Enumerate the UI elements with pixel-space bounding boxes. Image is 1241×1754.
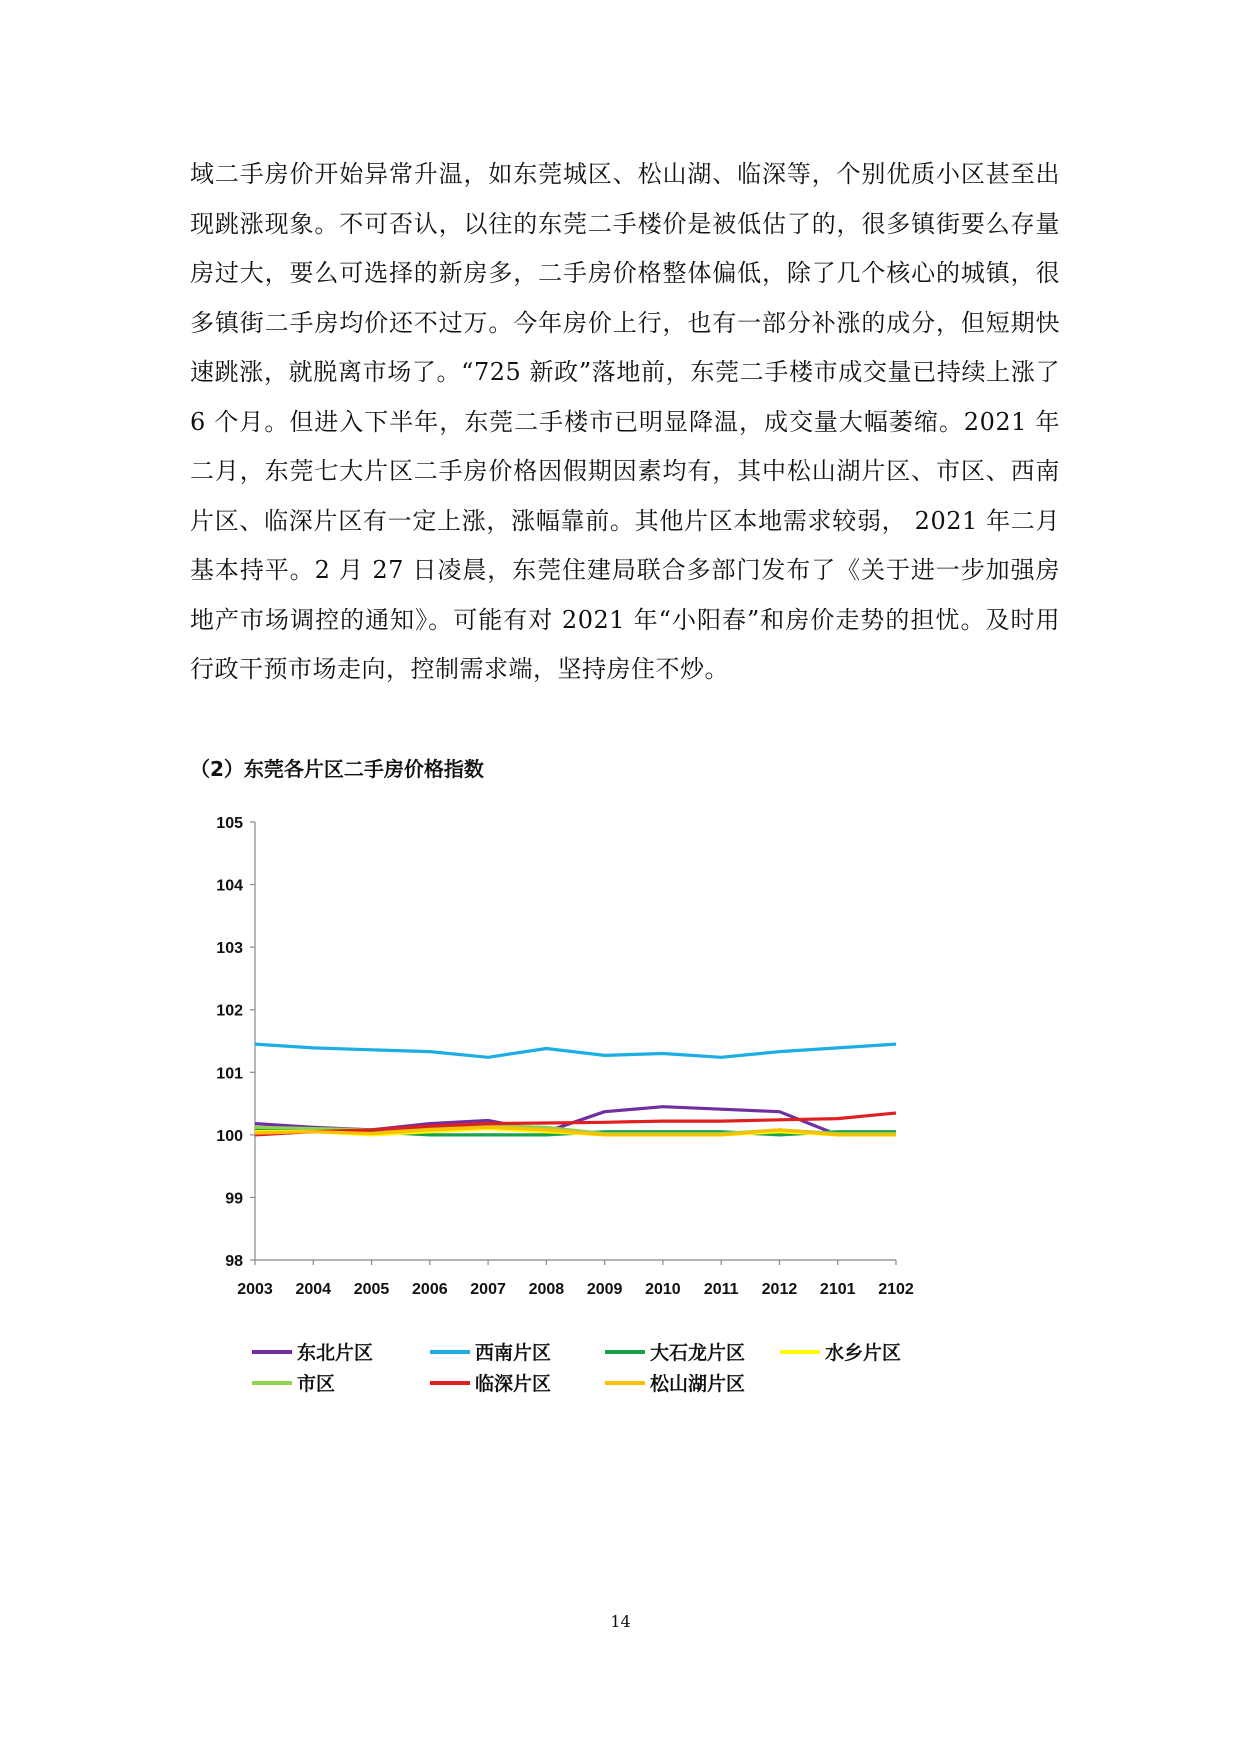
y-axis	[216, 815, 255, 1270]
legend-label: 市区	[297, 1373, 336, 1395]
series-line-2	[255, 1044, 896, 1057]
legend-label: 大石龙片区	[650, 1342, 746, 1364]
y-tick-label: 98	[225, 1253, 243, 1270]
y-tick-label: 101	[216, 1065, 243, 1083]
page-number: 14	[610, 1612, 631, 1631]
body-paragraph	[190, 150, 1060, 695]
x-tick-label: 2003	[237, 1281, 273, 1298]
x-tick-label: 2006	[412, 1281, 448, 1298]
x-tick-label: 2005	[353, 1281, 390, 1298]
y-tick-label: 102	[216, 1002, 243, 1020]
y-tick-label: 99	[225, 1190, 243, 1208]
x-tick-label: 2012	[761, 1281, 798, 1298]
y-tick-label: 104	[216, 877, 243, 895]
legend-label: 水乡片区	[825, 1342, 902, 1364]
x-tick-label: 2009	[586, 1281, 623, 1298]
paragraph-text: 域二手房价开始异常升温，如东莞城区、松山湖、临深等，个别优质小区甚至出现跳涨现象。不可否认，以往的东莞二手楼价是被低估了的，很多镇街要么存量房过大，要么可选择的新房多，二手房价格整体偏低，除了几个核心的城镇，很多镇街二手房均价还不过万。今年房价上行，也有一部分补涨的成分，但短期快速跳涨，就脱离市场了。“725 新政”落地前，东莞二手楼市成交量已持续上涨了 6 个月。但进入下半年，东莞二手楼市已明显降温，成交量大幅萎缩。2021 年二月，东莞七大片区二手房价格因假期因素均有，其中松山湖片区、市区、西南片区、临深片区有一定上涨，涨幅靠前。其他片区本地需求较弱， 2021 年二月基本持平。2 月 27 日凌晨，东莞住建局联合多部门发布了《关于进一步加强房地产市场调控的通知》。可能有对 2021 年“小阳春”和房价走势的担忧。及时用行政干预市场走向，控制需求端，坚持房住不炒。	[190, 160, 1060, 683]
y-tick-label: 100	[216, 1127, 243, 1145]
legend	[252, 1341, 901, 1395]
x-tick-label: 2101	[819, 1281, 856, 1298]
legend-label: 临深片区	[475, 1373, 552, 1395]
y-tick-label: 103	[216, 940, 243, 958]
x-tick-label: 2011	[703, 1281, 739, 1298]
x-tick-label: 2008	[528, 1281, 565, 1298]
legend-label: 西南片区	[475, 1342, 552, 1364]
x-tick-label: 2004	[295, 1281, 332, 1298]
chart-section-title: （2）东莞各片区二手房价格指数	[190, 757, 484, 781]
x-tick-label: 2102	[878, 1281, 914, 1298]
legend-label: 东北片区	[297, 1342, 374, 1364]
x-axis	[237, 1260, 914, 1298]
legend-label: 松山湖片区	[650, 1373, 746, 1395]
x-tick-label: 2007	[470, 1281, 506, 1298]
x-tick-label: 2010	[645, 1281, 681, 1298]
y-tick-label: 105	[216, 815, 243, 832]
series-lines	[255, 1044, 896, 1135]
line-chart	[190, 790, 1070, 1450]
